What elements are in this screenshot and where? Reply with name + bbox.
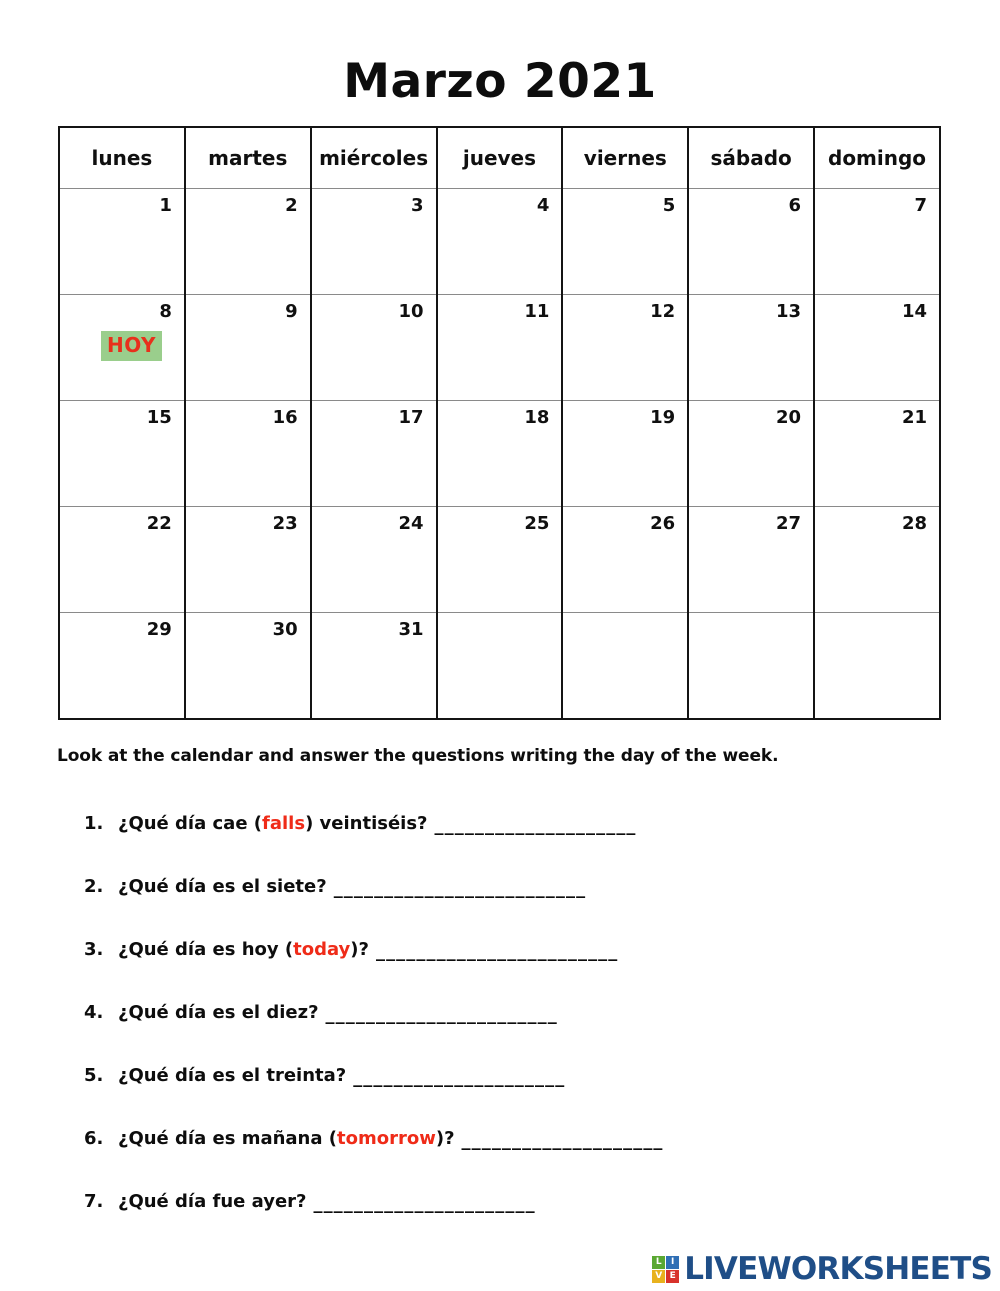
calendar-day-cell [185, 295, 311, 401]
calendar-day-number: 23 [272, 513, 298, 534]
question-translation: today [293, 939, 351, 960]
question-number: 2. [84, 876, 104, 897]
answer-blank[interactable]: ______________________ [313, 1193, 536, 1214]
logo-tile-l: L [652, 1256, 665, 1269]
calendar-body [59, 189, 940, 720]
answer-blank[interactable]: ____________________ [434, 815, 637, 836]
question-row [84, 1128, 964, 1191]
question-row [84, 1065, 964, 1128]
calendar-grid [58, 126, 941, 720]
question-list [84, 813, 964, 1254]
calendar-day-cell [185, 401, 311, 507]
calendar-day-number: 31 [398, 619, 424, 640]
calendar-day-number: 8 [159, 301, 172, 322]
question-text: ¿Qué día es el siete? [118, 876, 327, 897]
calendar-day-number: 19 [650, 407, 676, 428]
weekday-header-jueves: jueves [437, 127, 563, 189]
calendar-day-cell [437, 401, 563, 507]
calendar-day-number: 9 [285, 301, 298, 322]
calendar-day-number: 28 [901, 513, 927, 534]
calendar-day-cell [688, 401, 814, 507]
calendar-day-number: 30 [272, 619, 298, 640]
calendar-day-number: 26 [650, 513, 676, 534]
answer-blank[interactable]: _________________________ [333, 878, 587, 899]
question-row [84, 939, 964, 1002]
calendar-day-cell [814, 401, 940, 507]
logo-tile-i: I [666, 1256, 679, 1269]
question-row [84, 813, 964, 876]
instruction-text: Look at the calendar and answer the questions writing the day of the week. [57, 746, 779, 766]
calendar-day-cell [562, 189, 688, 295]
weekday-header-sabado: sábado [688, 127, 814, 189]
calendar-day-number: 25 [524, 513, 550, 534]
calendar-day-cell [562, 295, 688, 401]
calendar-day-number: 1 [159, 195, 172, 216]
calendar-day-number: 4 [536, 195, 550, 216]
question-text: ¿Qué día es el diez? [118, 1002, 319, 1023]
calendar-week-row [59, 189, 940, 295]
question-number: 3. [84, 939, 104, 960]
question-number: 1. [84, 813, 104, 834]
calendar-day-number: 16 [272, 407, 298, 428]
calendar-day-number: 6 [788, 195, 802, 216]
calendar-day-cell [185, 507, 311, 613]
weekday-header-lunes: lunes [59, 127, 185, 189]
question-number: 4. [84, 1002, 104, 1023]
calendar-day-number: 27 [776, 513, 802, 534]
question-text: ¿Qué día fue ayer? [118, 1191, 307, 1212]
calendar-day-cell [185, 613, 311, 720]
page-title: Marzo 2021 [343, 54, 657, 109]
question-text: ¿Qué día cae (falls) veintiséis? [118, 813, 428, 834]
weekday-header-domingo: domingo [814, 127, 940, 189]
answer-blank[interactable]: ________________________ [375, 941, 619, 962]
question-text: ¿Qué día es el treinta? [118, 1065, 347, 1086]
question-row [84, 1002, 964, 1065]
calendar-day-number: 24 [398, 513, 424, 534]
answer-blank[interactable]: _____________________ [353, 1067, 566, 1088]
question-number: 6. [84, 1128, 104, 1149]
calendar-day-number: 29 [146, 619, 172, 640]
question-text: ¿Qué día es mañana (tomorrow)? [118, 1128, 455, 1149]
question-number: 7. [84, 1191, 104, 1212]
liveworksheets-logo [652, 1251, 992, 1287]
calendar-day-cell [311, 507, 437, 613]
answer-blank[interactable]: _______________________ [325, 1004, 558, 1025]
calendar-day-number: 22 [146, 513, 172, 534]
calendar-day-number: 5 [662, 195, 676, 216]
calendar-day-cell [814, 189, 940, 295]
calendar-day-number: 3 [411, 195, 424, 216]
calendar-day-cell [59, 189, 185, 295]
calendar-empty-cell [814, 613, 940, 720]
calendar-day-number: 15 [146, 407, 172, 428]
calendar-day-cell [562, 401, 688, 507]
calendar-day-cell [814, 295, 940, 401]
calendar-day-cell [437, 189, 563, 295]
calendar-day-cell [562, 507, 688, 613]
calendar-day-cell [311, 295, 437, 401]
calendar-day-number: 17 [398, 407, 424, 428]
calendar-header-row [59, 127, 940, 189]
calendar-week-row [59, 295, 940, 401]
calendar-day-number: 21 [901, 407, 927, 428]
weekday-header-viernes: viernes [562, 127, 688, 189]
logo-wordmark: LIVEWORKSHEETS [684, 1251, 992, 1287]
calendar-day-cell [185, 189, 311, 295]
logo-tiles [652, 1256, 679, 1283]
calendar-day-number: 13 [776, 301, 802, 322]
calendar-day-cell [59, 295, 185, 401]
answer-blank[interactable]: ____________________ [461, 1130, 664, 1151]
calendar-day-cell [688, 295, 814, 401]
calendar-empty-cell [437, 613, 563, 720]
question-translation: falls [262, 813, 306, 834]
weekday-header-martes: martes [185, 127, 311, 189]
calendar-day-cell [311, 189, 437, 295]
calendar-day-number: 7 [914, 195, 927, 216]
calendar-week-row [59, 613, 940, 720]
question-row [84, 1191, 964, 1254]
today-badge: HOY [101, 331, 162, 361]
calendar-day-number: 2 [285, 195, 298, 216]
weekday-header-miercoles: miércoles [311, 127, 437, 189]
calendar-day-cell [437, 295, 563, 401]
calendar-day-cell [437, 507, 563, 613]
calendar-empty-cell [688, 613, 814, 720]
calendar-day-number: 11 [524, 301, 550, 322]
calendar-day-number: 14 [901, 301, 927, 322]
logo-tile-v: V [652, 1270, 665, 1283]
calendar-day-cell [59, 613, 185, 720]
calendar-day-cell [59, 401, 185, 507]
calendar-day-cell [814, 507, 940, 613]
question-row [84, 876, 964, 939]
calendar-day-number: 12 [650, 301, 676, 322]
calendar-day-cell [311, 613, 437, 720]
calendar-day-cell [311, 401, 437, 507]
question-translation: tomorrow [337, 1128, 436, 1149]
calendar-day-cell [688, 507, 814, 613]
logo-tile-e: E [666, 1270, 679, 1283]
calendar-day-cell [688, 189, 814, 295]
question-number: 5. [84, 1065, 104, 1086]
calendar-day-number: 20 [776, 407, 802, 428]
question-text: ¿Qué día es hoy (today)? [118, 939, 369, 960]
calendar-day-number: 18 [524, 407, 550, 428]
calendar-day-number: 10 [398, 301, 424, 322]
calendar-week-row [59, 507, 940, 613]
calendar-day-cell [59, 507, 185, 613]
calendar-empty-cell [562, 613, 688, 720]
calendar-week-row [59, 401, 940, 507]
